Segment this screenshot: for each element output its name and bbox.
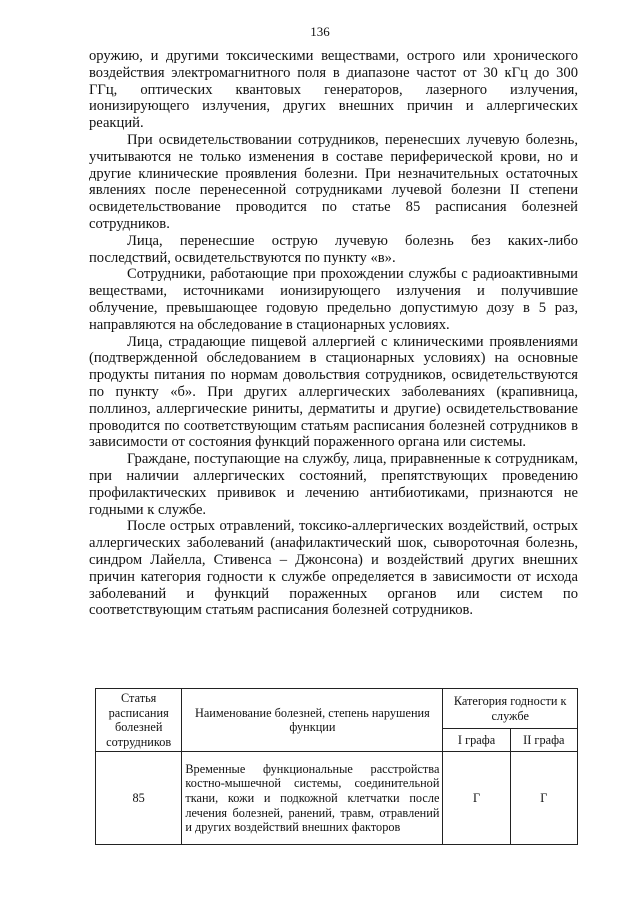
header-disease-name: Наименование болезней, степень нарушения функции (182, 689, 443, 752)
paragraph-6: Граждане, поступающие на службу, лица, приравненные к сотрудникам, при наличии аллергических состояний, препятствующих проведению профилактических прививок и лечению антибиотиками, признаются не годными к службе. (89, 451, 578, 518)
paragraph-5: Лица, страдающие пищевой аллергией с клиническими проявлениями (подтвержденной обследованием в стационарных условиях) на основные продукты питания по нормам довольствия сотрудников, освидетельствуются по пункту «б». При других аллергических заболеваниях (крапивница, поллиноз, аллергические риниты, дерматиты и другие) освидетельствование проводится по соответствующим статьям расписания болезней сотрудников в зависимости от состояния функций пораженного органа или системы. (89, 333, 578, 451)
row-category-column-2: Г (510, 752, 577, 845)
header-fitness-category: Категория годности к службе (443, 689, 578, 729)
row-description: Временные функциональные расстройства костно-мышечной системы, соединительной ткани, кожи и подкожной клетчатки после лечения болезней, ранений, травм, отравлений и других воздействий внешних факторов (182, 752, 443, 845)
header-column-1: I графа (443, 729, 510, 752)
document-body (89, 48, 578, 619)
table-row (96, 752, 578, 845)
disease-table (95, 688, 578, 845)
header-article: Статья расписания болезней сотрудников (96, 689, 182, 752)
paragraph-7: После острых отравлений, токсико-аллергических воздействий, острых аллергических заболеваний (анафилактический шок, сывороточная болезнь, синдром Лайелла, Стивенса – Джонсона) и воздействий других внешних причин категория годности к службе определяется в зависимости от исхода заболеваний и функций пораженных органов или систем по соответствующим статьям расписания болезней сотрудников. (89, 518, 578, 619)
header-column-2: II графа (510, 729, 577, 752)
paragraph-3: Лица, перенесшие острую лучевую болезнь без каких-либо последствий, освидетельствуются по пункту «в». (89, 232, 578, 266)
paragraph-2: При освидетельствовании сотрудников, перенесших лучевую болезнь, учитываются не только изменения в составе периферической крови, но и другие клинические проявления болезни. При незначительных остаточных явлениях после перенесенной сотрудниками лучевой болезни II степени освидетельствование проводится по статье 85 расписания болезней сотрудников. (89, 131, 578, 232)
table-header-row (96, 689, 578, 729)
paragraph-1: оружию, и другими токсическими веществами, острого или хронического воздействия электромагнитного поля в диапазоне частот от 30 кГц до 300 ГГц, оптических квантовых генераторов, лазерного излучения, ионизирующего излучения, других внешних причин и аллергических реакций. (89, 48, 578, 132)
row-category-column-1: Г (443, 752, 510, 845)
page-number: 136 (310, 24, 330, 39)
paragraph-4: Сотрудники, работающие при прохождении службы с радиоактивными веществами, источниками ионизирующего излучения и получившие облучение, превышающее годовую предельно допустимую дозу в 5 раз, направляются на обследование в стационарных условиях. (89, 266, 578, 333)
row-article-number: 85 (96, 752, 182, 845)
